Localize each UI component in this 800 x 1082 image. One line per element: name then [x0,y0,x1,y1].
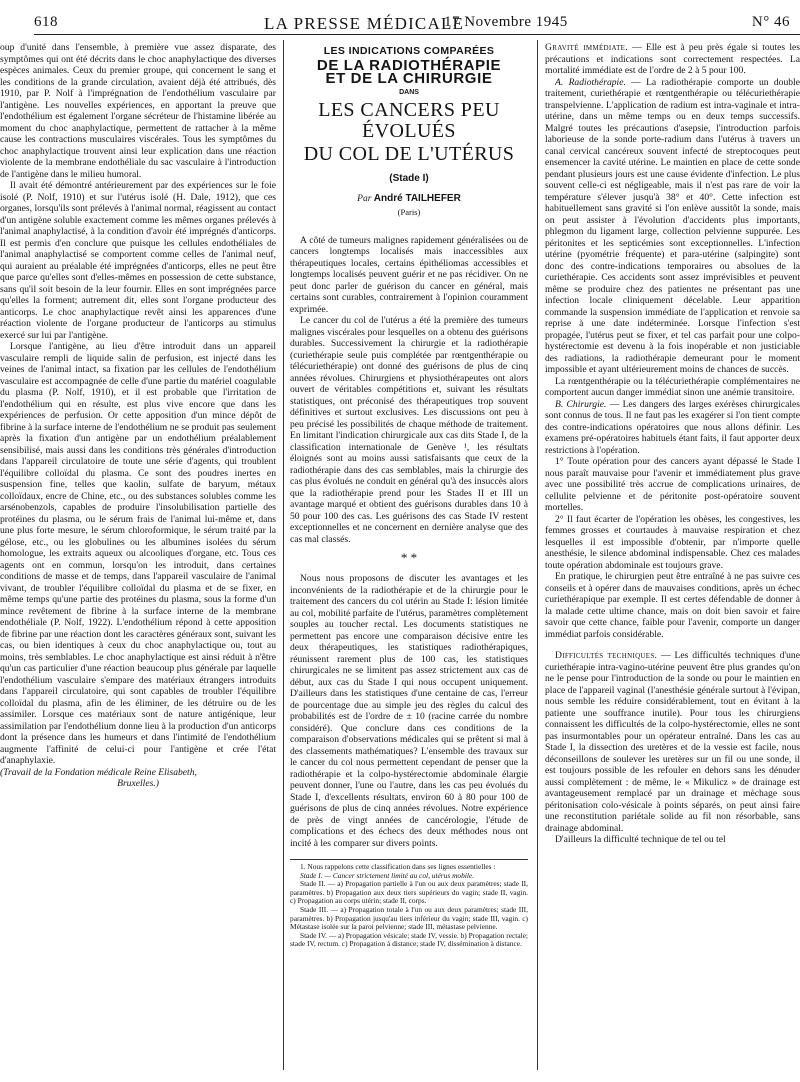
left-column [0,42,276,1042]
footnote: Stade IV. — a) Propagation vésicale; stade IV, vessie. b) Propagation rectale; stade IV, rectum. c) Propagation à distance; stade IV, dissémination à distance. [290,930,528,949]
article-title-connector: DANS [399,88,419,96]
paragraph [545,650,800,834]
paragraph [545,376,800,399]
paragraph [545,456,800,514]
right-column [545,42,800,1072]
footnote: 1. Nous rappelons cette classification dans ses lignes essentielles : [300,862,496,871]
footnote: Stade III. — a) Propagation totale à l'un ou aux deux paramètres; stade III, paramètres. b) Propagation jusqu'au tiers inférieur du vagin; stade III, vagin. c) Métastase isolée sur la paroi pelvienne; stade III, métastase pelvienne. [290,904,528,932]
page-number: 618 [34,14,58,30]
paragraph-text: — Elle est à peu près égale si toutes les précautions et indications sont correctement respectées. La mortalité immédiate est de l'ordre de 2 à 5 pour 100. [545,42,800,76]
paragraph-text: La rœntgenthérapie ou la télécuriethérapie complémentaires ne comportent aucun danger immédiat sinon une anémie transitoire. [545,375,800,398]
page-header [34,14,794,36]
paragraph: A côté de tumeurs malignes rapidement généralisées ou de cancers longtemps localisés mais inaccessibles aux thérapeutiques locales, certains épithéliomas accessibles et longtemps localisés peuvent guérir et ne pas récidiver. On ne peut donc parler de guérison du cancer en général, mais certains sont curables, contrairement à l'opinion couramment exprimée. [290,234,528,315]
article-main-title: LES CANCERS PEU ÉVOLUÉS [318,99,500,142]
article-column [290,42,528,949]
paragraph-lead: Difficultés techniques. [555,650,658,661]
paragraph-text: — Les difficultés techniques d'une curiethérapie intra-vagino-utérine peuvent être plus grandes qu'on ne le pense pour l'introduction de la sonde ou pour le maintien en place de l'appareil vaginal (l'anesthésie générale surtout à l'évipan, nous semble les réduire considérablement, tout en évitant à la patiente une souffrance inutile). Pour tous les chirurgiens connaissent les difficultés de la colpo-hystérectomie, elles ne sont pas insurmontables pour un opérateur entraîné. Dans les cas au Stade I, la dissection des uretères et de la vessie est facile, nous déconseillons de soulever les uretères sur un fil ou une sonde, il est toujours possible de les refouler en dehors sans les dénuder aussi complètement : de même, le « Mikulicz » de drainage est avantageusement remplacé par un drainage et mèchage sous péritonisation colo-vésicale à points séparés, on peut ainsi faire une reconstitution pariétale solide au fil non résorbable, sans drainage abdominal. [545,650,800,834]
article-stage: (Stade I) [389,173,429,184]
author-name: André TAILHEFER [373,192,461,204]
byline-prefix: Par [357,193,372,204]
paragraph-lead: Gravité immédiate. [545,42,628,53]
footnote-rule [290,859,528,860]
credit-line: Bruxelles.) [117,778,159,789]
paragraph-text: 2° Il faut écarter de l'opération les obèses, les congestives, les femmes grosses et courtaudes à mauvaise respiration et chez lesquelles il est impossible d'obtenir, par n'importe quelle anesthésie, le silence abdominal indispensable. Chez ces malades toute opération abdominale est toujours grave. [545,513,800,571]
paragraph-lead: A. Radiothérapie. [555,76,626,88]
paragraph-text: 1° Toute opération pour des cancers ayant dépassé le Stade I nous paraît mauvaise pour l'avenir et immédiatement plus grave avec une possibilité très accrue de complications urinaires, de cellulite pelvienne et de péritonite post-opératoire souvent mortelles. [545,456,800,513]
article-kicker: LES INDICATIONS COMPARÉES [323,45,495,57]
header-rule [34,34,800,35]
paragraph [545,571,800,640]
paragraph [545,399,800,457]
paragraph: Il avait été démontré antérieurement par des expériences sur le foie isolé (P. Nolf, 1910) et sur l'utérus isolé (H. Dale, 1912), que ces organes, lorsqu'ils sont prélevés à l'animal normal, réagissent au contact d'un antigène soluble exactement comme les mêmes organes prélevés à l'animal anaphylactisé, à la condition d'avoir été imprégnés d'anticorps. Il est permis d'en conclure que puisque les cellules endothéliales de l'animal anaphylactisé se comportent comme celles de l'animal neuf, qui auraient au préalable été imprégnées d'anticorps, elles ne peut être que parce qu'elles sont d'elles-mêmes en possession de cette substance, sans qu'il soit besoin de la leur fournir. Elles en sont imprégnées parce qu'elles la forment; autrement dit, elles sont l'organe producteur des anticorps. Le choc anaphylactique revêt ainsi les apparences d'une réaction violente de l'organe producteur de l'anticorps au stimulus exercé sur lui par l'antigène. [0,180,276,341]
paragraph: Lorsque l'antigène, au lieu d'être introduit dans un appareil vasculaire rempli de liquide salin de perfusion, est injecté dans les veines de l'animal intact, sa fixation par les cellules de l'endothélium vasculaire est accompagnée de celle d'une partie du matériel coagulable du plasma (P. Nolf, 1910), et il est probable que l'irritation de l'endothélium qui en résulte, est plus vive encore que dans les expériences de perfusion. Or cette apposition d'un mince dépôt de fibrine à la surface interne de l'endothélium ne se produit pas seulement après la fixation d'un antigène par un endothélium préalablement sensibilisé, mais aussi dans les conditions très générales d'introduction dans l'appareil circulatoire de toute une série d'agents, qui troublent l'équilibre colloïdal du plasma. Ce sont des poudres inertes en suspension fine, telles que kaolin, sulfate de baryum, métaux colloïdaux, encre de Chine, etc., ou des substances solubles comme les arsénobenzols, capables de produire l'insolubilisation partielle des protéines du plasma, ou le sérum frais de l'animal lui-même et, dans une plus forte mesure, le sérum chloroformique, le sérum traité par la gélose, etc., ou les globulines ou les albumines isolées du sérum homologue, les extraits aqueux ou alcooliques d'organe, etc. Tous ces agents ont en commun, lorsqu'on les introduit, dans certaines conditions de masse et de temps, dans l'appareil vasculaire de l'animal vivant, de troubler l'équilibre colloïdal du plasma et de se fixer, en même temps qu'une partie des protéines du plasma, sous la forme d'un mince revêtement de fibrine à la surface interne de la membrane endothéliale (P. Nolf, 1922). L'endothélium répond à cette apposition de fibrine par une réaction dont les caractères généraux sont, suivant les cas, ou bien identiques à ceux du choc anaphylactique ou, tout au moins, très semblables. Le choc anaphylactique est ainsi réduit à n'être qu'un cas particulier d'une réaction beaucoup plus générale par laquelle l'endothélium vasculaire s'empare des matériaux étrangers introduits dans l'appareil circulatoire, qui sont capables de troubler l'équilibre colloïdal du plasma, afin de les éliminer, de les détruire ou de les assimiler. Lorsque ces matériaux sont de nature antigénique, leur assimilation par l'endothélium donne lieu à la production d'un anticorps dont la présence dans les humeurs et dans l'intimité de l'endothélium augmente l'affinité de celui-ci pour l'antigène et crée l'état d'anaphylaxie. [0,341,276,766]
paragraph [545,514,800,572]
article-title-line: DE LA RADIOTHÉRAPIE [316,56,502,74]
paragraph-text: En pratique, le chirurgien peut être entraîné à ne pas suivre ces conseils et à opérer dans de mauvaises conditions, après un échec curiethérapique par exemple. Il est certes défendable de donner à la malade cette ultime chance, mais on doit bien savoir et faire savoir que cette chance, faible pour l'avenir, comporte un danger immédiat parfois considérable. [545,571,800,640]
issue-number: N° 46 [751,14,790,30]
credit-line: (Travail de la Fondation médicale Reine Elisabeth, [0,766,197,778]
column-divider [537,40,538,1070]
paragraph-lead: B. Chirurgie. [555,398,607,410]
paragraph [545,42,800,77]
journal-title: LA PRESSE MÉDICALE [264,14,465,33]
paragraph-text: D'ailleurs la difficulté technique de tel ou tel [555,834,726,845]
footnote: Stade II. — a) Propagation partielle à l'un ou aux deux paramètres; stade II, paramètres. b) Propagation aux deux tiers supérieurs du vagin; stade II, vagin. c) Propagation au corps utérin; stade II, corps. [290,879,528,906]
paragraph: Le cancer du col de l'utérus a été la première des tumeurs malignes viscérales pour lesquelles on a obtenu des guérisons durables. Successivement la chirurgie et la radiothérapie (curiethérapie seule puis complétée par rœntgenthérapie ou télécuriethérapie) ont donné des guérisons de plus de cinq années révolues. Chirurgiens et physiothérapeutes ont alors ouvert de véritables compétitions et, suivant les résultats statistiques, ont préconisé des thérapeutiques trop souvent définitives et surtout exclusives. Les discussions ont peu à peu précisé les possibilités de chaque méthode de traitement. En limitant l'indication chirurgicale aux cas dits Stade I, de la classification internationale de Genève ¹, les résultats éloignés sont au moins aussi satisfaisants que ceux de la radiothérapie dans des cas semblables, mais la chirurgie des cas plus évolués ne conduit en général qu'à des insuccès alors que la radiothérapie prend pour les Stades II et III un avantage marqué et obtient des guérisons durables dans 10 à 50 pour 100 des cas. Les guérisons des cas Stade IV restent exceptionnelles et ne concernent en dernière analyse que des cas mal classés. [290,315,528,545]
column-divider [283,40,284,1070]
article-byline [290,193,528,206]
footnote: Stade I. — Cancer strictement limité au col, utérus mobile. [300,870,475,880]
section-separator: * * [400,550,418,565]
paragraph-text: — Les dangers des larges exérèses chirurgicales sont connus de tous. Il ne faut pas les exagérer si l'on tient compte des contre-indications opératoires que nous allons définir. Les examens pré-opératoires habituels étant faits, il faut apporter deux restrictions à l'opération. [545,398,800,456]
article-title-line: ET DE LA CHIRURGIE [325,70,493,87]
issue-date: 17 Novembre 1945 [444,14,568,30]
paragraph: oup d'unité dans l'ensemble, à première vue assez disparate, des symptômes qui ont été décrits dans le choc anaphylactique des diverses espèces animales. Ceux du premier groupe, qui concernent le sang et les conditions de la grande circulation, avaient déjà été attribués, dès 1910, par P. Nolf à l'imprégnation de l'endothélium vasculaire par l'antigène. Les nouvelles expériences, en apportant la preuve que l'endothélium est également l'organe sécréteur de l'histamine libérée au moment du choc anaphylactique, permettent de rattacher à la même cause les contractions musculaires viscérales. Tous les symptômes du choc anaphylactique trouvent ainsi leur explication dans une réaction violente de la membrane endothéliale du sac vasculaire à l'introduction de l'antigène dans le milieu humoral. [0,42,276,180]
paragraph-text: — La radiothérapie comporte un double traitement, curiethérapie et rœntgenthérapie ou télécuriethérapie transpelvienne. L'application de radium est intra-vaginale et intra-utérine, dans un même temps ou en deux temps successifs. Malgré toutes les précautions d'asepsie, l'introduction parfois laborieuse de la sonde porte-radium dans l'utérus à travers un canal cervical cancéreux souvent infecté de streptocoques peut ensemencer la cavité utérine. Le maintien en place de cette sonde pendant plusieurs jours est une cause évidente d'infection. Le plus souvent celle-ci est négligeable, mais il n'est pas rare de voir la température s'élever jusqu'à 38° et 40°. Cette infection est habituellement sans gravité si l'on enlève aussitôt la sonde, mais on peut assister à l'évolution d'accidents plus importants, phlegmon du ligament large, collection pelvienne suppurée. Les péritonites et les septicémies sont exceptionnelles. L'infection utérine (pyométrie fréquente) et para-utérine (salpingite) sont donc des contre-indications temporaires ou absolues de la curiethérapie. Ces accidents sont assez imprévisibles et peuvent même se produire chez des patientes ne présentant pas une infection locale cliniquement décelable. Leur apparition commande la suspension immédiate de l'application et renvoie sa reprise à une date indéterminée. Lorsque l'infection s'est propagée, l'utérus peut se fixer, et tel cas parfait pour une colpo-hystérectomie est devenu à la fois inopérable et non justiciable des radiations, la radiothérapie demeurant pour le moment impossible et ayant ultérieurement moins de chances de succès. [545,76,800,375]
author-city: (Paris) [397,207,421,217]
paragraph [545,834,800,846]
paragraph [545,77,800,376]
article-main-title: DU COL DE L'UTÉRUS [303,143,515,165]
footnotes [290,863,528,949]
paragraph: Nous nous proposons de discuter les avantages et les inconvénients de la radiothérapie et de la chirurgie pour le traitement des cancers du col utérin au Stade I: lésion limitée au col, mobilité parfaite de l'utérus, paramètres complètement souples au toucher rectal. Les documents statistiques ne permettent pas encore une comparaison décisive entre les deux thérapeutiques, les statistiques radiothérapiques, réunissent rarement plus de 100 cas, les statistiques chirurgicales ne se limitent pas assez strictement aux cas de début, aux cas du Stade I qui nous occupent uniquement. D'ailleurs dans les statistiques d'une centaine de cas, l'erreur de pourcentage due au simple jeu des règles du calcul des probabilités est de l'ordre de ± 10 (racine carrée du nombre considéré). Que conclure dans ces conditions de la comparaison d'observations médicales qui se prêtent si mal à des classements mathématiques? L'ensemble des travaux sur le cancer du col nous permettent cependant de penser que la radiothérapie et la colpo-hystérectomie abdominale élargie peuvent donner, l'une ou l'autre, dans les cas peu évolués du Stade I, d'excellents résultats, environ 60 à 80 pour 100 de guérisons de plus de cinq années révolues. Notre expérience de près de vingt années de cancérologie, l'étude de complications et des échecs des deux méthodes nous ont incité à les comparer sur divers points. [290,573,528,849]
